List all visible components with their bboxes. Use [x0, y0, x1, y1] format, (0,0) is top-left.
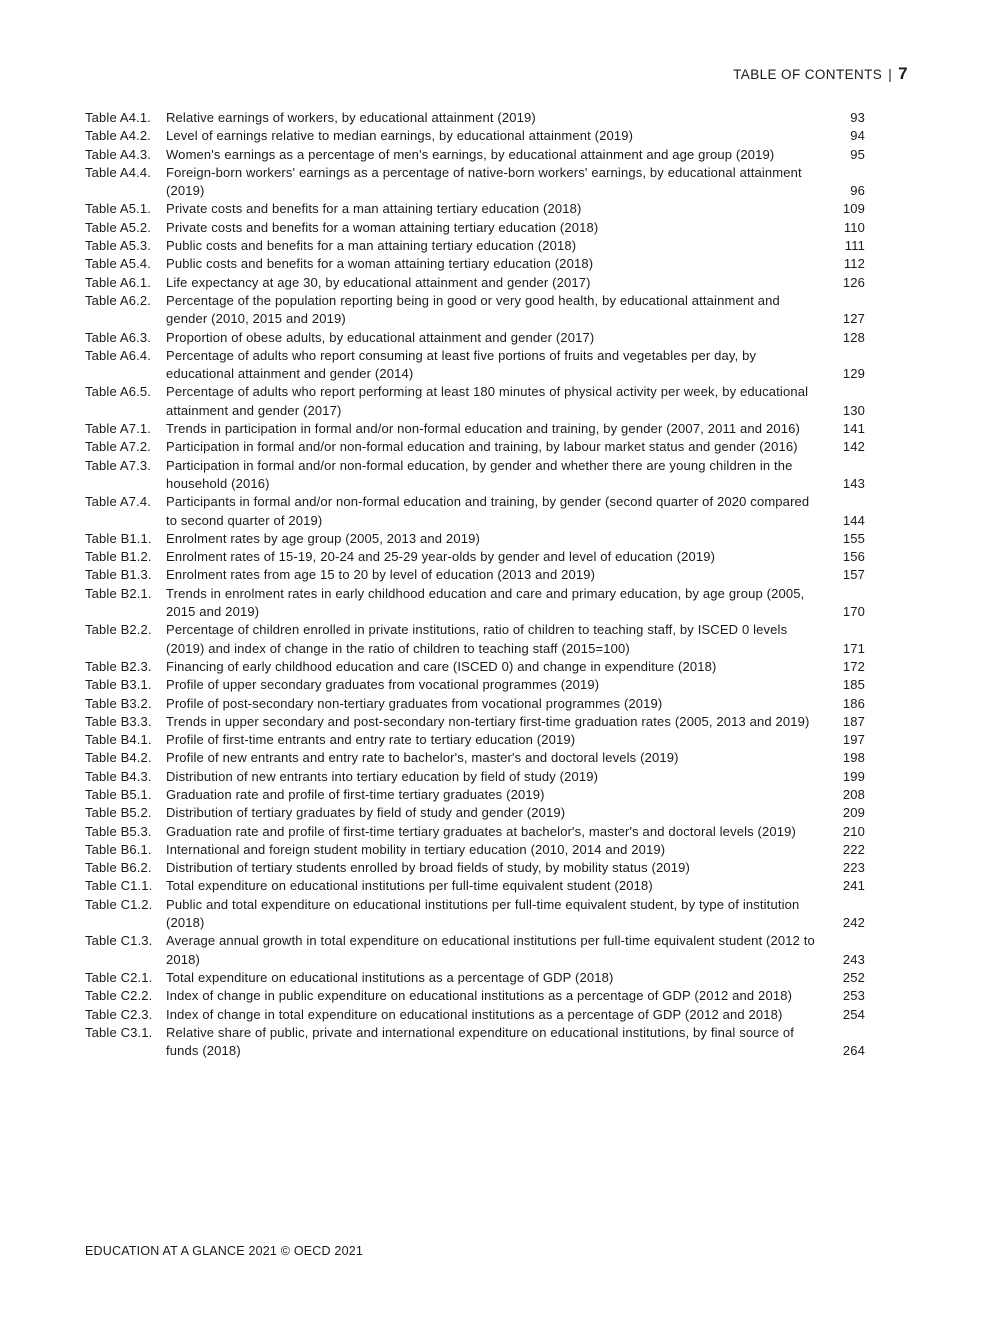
toc-entry-label: Table C2.1.	[85, 969, 153, 985]
toc-entry-page-number: 155	[842, 530, 865, 546]
toc-entry[interactable]	[85, 676, 865, 694]
toc-entry-label: Table B2.1.	[85, 585, 152, 601]
toc-entry-label: Table A7.4.	[85, 494, 151, 510]
toc-entry-page-number: 95	[850, 146, 865, 162]
toc-entry-label: Table B4.2.	[85, 750, 152, 766]
toc-entry-title: Women's earnings as a percentage of men's earnings, by educational attainment and age group (2019)	[166, 146, 775, 162]
toc-entry-title: International and foreign student mobility in tertiary education (2010, 2014 and 2019)	[166, 841, 666, 857]
toc-entry-label: Table B1.2.	[85, 549, 152, 565]
toc-entry[interactable]	[85, 877, 865, 895]
toc-entry-title: Trends in participation in formal and/or non-formal education and training, by gender (2007, 2011 and 2016)	[166, 421, 800, 437]
toc-entry-label: Table A5.3.	[85, 238, 151, 254]
toc-entry[interactable]	[85, 493, 865, 530]
toc-entry[interactable]	[85, 932, 865, 969]
toc-entry-label: Table A6.1.	[85, 274, 151, 290]
toc-entry-page-number: 96	[850, 183, 865, 199]
toc-entry-label: Table B5.2.	[85, 805, 152, 821]
toc-entry[interactable]	[85, 823, 865, 841]
toc-entry[interactable]	[85, 566, 865, 584]
toc-entry[interactable]	[85, 713, 865, 731]
toc-entry-page-number: 93	[850, 110, 865, 125]
toc-entry[interactable]	[85, 768, 865, 786]
toc-entry-title: Level of earnings relative to median earnings, by educational attainment (2019)	[166, 128, 634, 144]
toc-entry-page-number: 142	[842, 439, 865, 455]
toc-entry-page-number: 264	[842, 1043, 865, 1059]
toc-entry-label: Table B6.1.	[85, 841, 152, 857]
toc-entry[interactable]	[85, 1024, 865, 1061]
toc-entry-title: Public costs and benefits for a man attaining tertiary education (2018)	[166, 238, 577, 254]
toc-entry-page-number: 222	[842, 841, 865, 857]
toc-entry-title: Proportion of obese adults, by educational attainment and gender (2017)	[166, 329, 595, 345]
toc-entry-title: Graduation rate and profile of first-time tertiary graduates at bachelor's, master's and doctoral levels (2019)	[166, 823, 797, 839]
toc-entry-page-number: 110	[843, 219, 865, 235]
toc-entry[interactable]	[85, 420, 865, 438]
toc-entry[interactable]	[85, 109, 865, 127]
toc-entry[interactable]	[85, 548, 865, 566]
toc-entry[interactable]	[85, 219, 865, 237]
toc-entry-label: Table B1.3.	[85, 567, 152, 583]
toc-entry-title: Participation in formal and/or non-formal education and training, by labour market status and gender (2016)	[166, 439, 798, 455]
toc-entry-page-number: 253	[842, 988, 865, 1004]
toc-entry-title: Financing of early childhood education and care (ISCED 0) and change in expenditure (2018)	[166, 658, 717, 674]
toc-entry-page-number: 127	[842, 311, 865, 327]
toc-entry-title: Distribution of new entrants into tertiary education by field of study (2019)	[166, 768, 599, 784]
toc-entry[interactable]	[85, 731, 865, 749]
toc-entry-label: Table B1.1.	[85, 530, 152, 546]
toc-entry-label: Table A4.2.	[85, 128, 151, 144]
toc-entry-title: Graduation rate and profile of first-time tertiary graduates (2019)	[166, 786, 545, 802]
toc-entry[interactable]	[85, 530, 865, 548]
toc-entry[interactable]	[85, 621, 865, 658]
toc-entry-page-number: 210	[842, 823, 865, 839]
toc-entry-label: Table C2.2.	[85, 988, 153, 1004]
toc-entry-title: Profile of first-time entrants and entry rate to tertiary education (2019)	[166, 732, 576, 748]
toc-entry-label: Table A6.5.	[85, 384, 151, 400]
toc-entry-label: Table C1.3.	[85, 933, 153, 949]
toc-entry-page-number: 111	[844, 238, 865, 254]
toc-entry-label: Table C1.2.	[85, 896, 153, 912]
toc-entry-title: Total expenditure on educational institutions as a percentage of GDP (2018)	[166, 969, 614, 985]
toc-entry-label: Table A7.3.	[85, 457, 151, 473]
toc-entry-label: Table A7.2.	[85, 439, 151, 455]
toc-entry[interactable]	[85, 585, 865, 622]
toc-entry-page-number: 241	[842, 878, 865, 894]
toc-entry-label: Table A5.2.	[85, 219, 151, 235]
toc-entry-label: Table C1.1.	[85, 878, 153, 894]
toc-entry-page-number: 94	[850, 128, 865, 144]
toc-entry-label: Table A5.4.	[85, 256, 151, 272]
toc-entry[interactable]	[85, 1006, 865, 1024]
toc-entry-page-number: 254	[842, 1006, 865, 1022]
toc-entry-page-number: 144	[842, 512, 865, 528]
toc-entry[interactable]	[85, 695, 865, 713]
toc-entry-page-number: 209	[842, 805, 865, 821]
toc-entry[interactable]	[85, 987, 865, 1005]
toc-entry-title: Relative share of public, private and international expenditure on educational institutions, by final source of funds (2018)	[166, 1024, 795, 1059]
toc-entry-page-number: 170	[842, 604, 865, 620]
toc-entry[interactable]	[85, 255, 865, 273]
toc-entry-label: Table A4.4.	[85, 164, 151, 180]
toc-entry[interactable]	[85, 329, 865, 347]
toc-entry[interactable]	[85, 859, 865, 877]
toc-entry-label: Table C3.1.	[85, 1024, 153, 1040]
header-separator: |	[888, 67, 893, 82]
page-footer: EDUCATION AT A GLANCE 2021 © OECD 2021	[85, 1244, 364, 1258]
toc-entry[interactable]	[85, 383, 865, 420]
toc-entry-label: Table B6.2.	[85, 860, 152, 876]
toc-entry-label: Table A6.3.	[85, 329, 151, 345]
toc-entry-title: Enrolment rates of 15-19, 20-24 and 25-29 year-olds by gender and level of education (2019)	[166, 549, 716, 565]
toc-entry-title: Private costs and benefits for a woman attaining tertiary education (2018)	[166, 219, 599, 235]
toc-entry[interactable]	[85, 896, 865, 933]
toc-entry[interactable]	[85, 127, 865, 145]
toc-entry-label: Table B3.1.	[85, 677, 152, 693]
toc-entry[interactable]	[85, 292, 865, 329]
toc-entry[interactable]	[85, 438, 865, 456]
toc-entry-title: Total expenditure on educational institutions per full-time equivalent student (2018)	[166, 878, 653, 894]
toc-entry-title: Index of change in public expenditure on educational institutions as a percentage of GDP (2012 and 2018)	[166, 988, 793, 1004]
toc-entry-label: Table B4.1.	[85, 732, 152, 748]
toc-entry-title: Public costs and benefits for a woman attaining tertiary education (2018)	[166, 256, 594, 272]
toc-entry-label: Table B2.2.	[85, 622, 152, 638]
toc-entry-title: Relative earnings of workers, by educational attainment (2019)	[166, 110, 536, 125]
toc-entry-page-number: 252	[842, 969, 865, 985]
toc-entry-page-number: 129	[842, 366, 865, 382]
toc-entry-title: Trends in enrolment rates in early childhood education and care and primary education, by age group (2005, 2015 and 2019)	[166, 585, 805, 620]
table-of-contents-list	[85, 109, 865, 1060]
toc-entry-page-number: 208	[842, 786, 865, 802]
toc-entry[interactable]	[85, 786, 865, 804]
toc-entry-label: Table A5.1.	[85, 201, 151, 217]
toc-entry-page-number: 198	[842, 750, 865, 766]
toc-entry-page-number: 186	[842, 695, 865, 711]
toc-entry-page-number: 243	[842, 951, 865, 967]
toc-entry-label: Table B5.3.	[85, 823, 152, 839]
toc-entry-title: Life expectancy at age 30, by educational attainment and gender (2017)	[166, 274, 591, 290]
toc-entry[interactable]	[85, 237, 865, 255]
toc-entry-page-number: 185	[842, 677, 865, 693]
toc-entry-title: Distribution of tertiary graduates by field of study and gender (2019)	[166, 805, 566, 821]
toc-entry-title: Profile of new entrants and entry rate to bachelor's, master's and doctoral levels (2019)	[166, 750, 679, 766]
toc-entry-title: Trends in upper secondary and post-secondary non-tertiary first-time graduation rates (2005, 2013 and 2019)	[166, 713, 810, 729]
toc-entry-page-number: 199	[842, 768, 865, 784]
toc-entry-title: Participation in formal and/or non-formal education, by gender and whether there are young children in the household (2016)	[166, 457, 793, 491]
toc-entry-page-number: 143	[842, 475, 865, 491]
toc-entry-page-number: 109	[842, 201, 865, 217]
toc-entry[interactable]	[85, 658, 865, 676]
toc-entry-title: Foreign-born workers' earnings as a percentage of native-born workers' earnings, by educational attainment (2019)	[166, 164, 802, 199]
toc-entry-title: Distribution of tertiary students enrolled by broad fields of study, by mobility status (2019)	[166, 860, 690, 876]
toc-entry-page-number: 197	[842, 732, 865, 748]
toc-entry-page-number: 112	[843, 256, 865, 272]
toc-entry-title: Percentage of adults who report performing at least 180 minutes of physical activity per week, by educational attainment and gender (2017)	[166, 384, 809, 418]
toc-entry[interactable]	[85, 164, 865, 201]
toc-entry-title: Index of change in total expenditure on educational institutions as a percentage of GDP (2012 and 2018)	[166, 1006, 783, 1022]
toc-entry-title: Profile of upper secondary graduates from vocational programmes (2019)	[166, 677, 600, 693]
toc-entry-title: Percentage of adults who report consuming at least five portions of fruits and vegetables per day, by educational attainment and gender (2014)	[166, 347, 757, 382]
toc-entry-label: Table C2.3.	[85, 1006, 153, 1022]
toc-entry[interactable]	[85, 841, 865, 859]
page-number: 7	[898, 64, 908, 83]
toc-entry-label: Table A6.2.	[85, 292, 151, 308]
toc-entry-page-number: 130	[842, 402, 865, 418]
toc-entry-label: Table A6.4.	[85, 347, 151, 363]
toc-entry-title: Enrolment rates by age group (2005, 2013 and 2019)	[166, 530, 480, 546]
toc-entry-page-number: 157	[842, 567, 865, 583]
toc-entry[interactable]	[85, 969, 865, 987]
toc-entry-title: Participants in formal and/or non-formal education and training, by gender (second quarter of 2020 compared to second quarter of 2019)	[166, 494, 810, 528]
toc-entry-title: Enrolment rates from age 15 to 20 by level of education (2013 and 2019)	[166, 567, 596, 583]
toc-entry-title: Profile of post-secondary non-tertiary graduates from vocational programmes (2019)	[166, 695, 663, 711]
toc-entry-page-number: 223	[842, 860, 865, 876]
toc-entry-title: Public and total expenditure on educational institutions per full-time equivalent student, by type of institution (2018)	[166, 896, 800, 931]
toc-entry-label: Table A4.1.	[85, 110, 151, 125]
toc-entry-title: Private costs and benefits for a man attaining tertiary education (2018)	[166, 201, 582, 217]
toc-entry-label: Table B4.3.	[85, 768, 152, 784]
toc-entry[interactable]	[85, 457, 865, 494]
toc-entry-label: Table B2.3.	[85, 658, 152, 674]
toc-entry[interactable]	[85, 274, 865, 292]
toc-entry-label: Table B5.1.	[85, 786, 152, 802]
toc-entry-title: Average annual growth in total expenditure on educational institutions per full-time equivalent student (2012 to 2018)	[166, 933, 815, 967]
toc-entry[interactable]	[85, 146, 865, 164]
toc-entry[interactable]	[85, 804, 865, 822]
toc-entry-page-number: 187	[842, 713, 865, 729]
toc-entry-title: Percentage of children enrolled in private institutions, ratio of children to teaching staff, by ISCED 0 levels (2019) and index of change in the ratio of children to teaching staff (2015=100)	[166, 622, 788, 656]
toc-entry-page-number: 141	[842, 421, 865, 437]
toc-entry[interactable]	[85, 347, 865, 384]
toc-entry-label: Table B3.2.	[85, 695, 152, 711]
toc-entry-page-number: 126	[842, 274, 865, 290]
toc-entry[interactable]	[85, 749, 865, 767]
toc-entry-title: Percentage of the population reporting being in good or very good health, by educational attainment and gender (2010, 2015 and 2019)	[166, 292, 780, 327]
toc-entry-page-number: 171	[842, 640, 865, 656]
toc-entry-label: Table A4.3.	[85, 146, 151, 162]
toc-entry[interactable]	[85, 200, 865, 218]
toc-entry-page-number: 172	[842, 658, 865, 674]
running-header	[733, 64, 908, 84]
toc-entry-page-number: 128	[842, 329, 865, 345]
toc-entry-label: Table B3.3.	[85, 713, 152, 729]
section-title: TABLE OF CONTENTS	[733, 67, 883, 82]
toc-entry-page-number: 156	[842, 549, 865, 565]
toc-entry-label: Table A7.1.	[85, 421, 151, 437]
toc-entry-page-number: 242	[842, 915, 865, 931]
